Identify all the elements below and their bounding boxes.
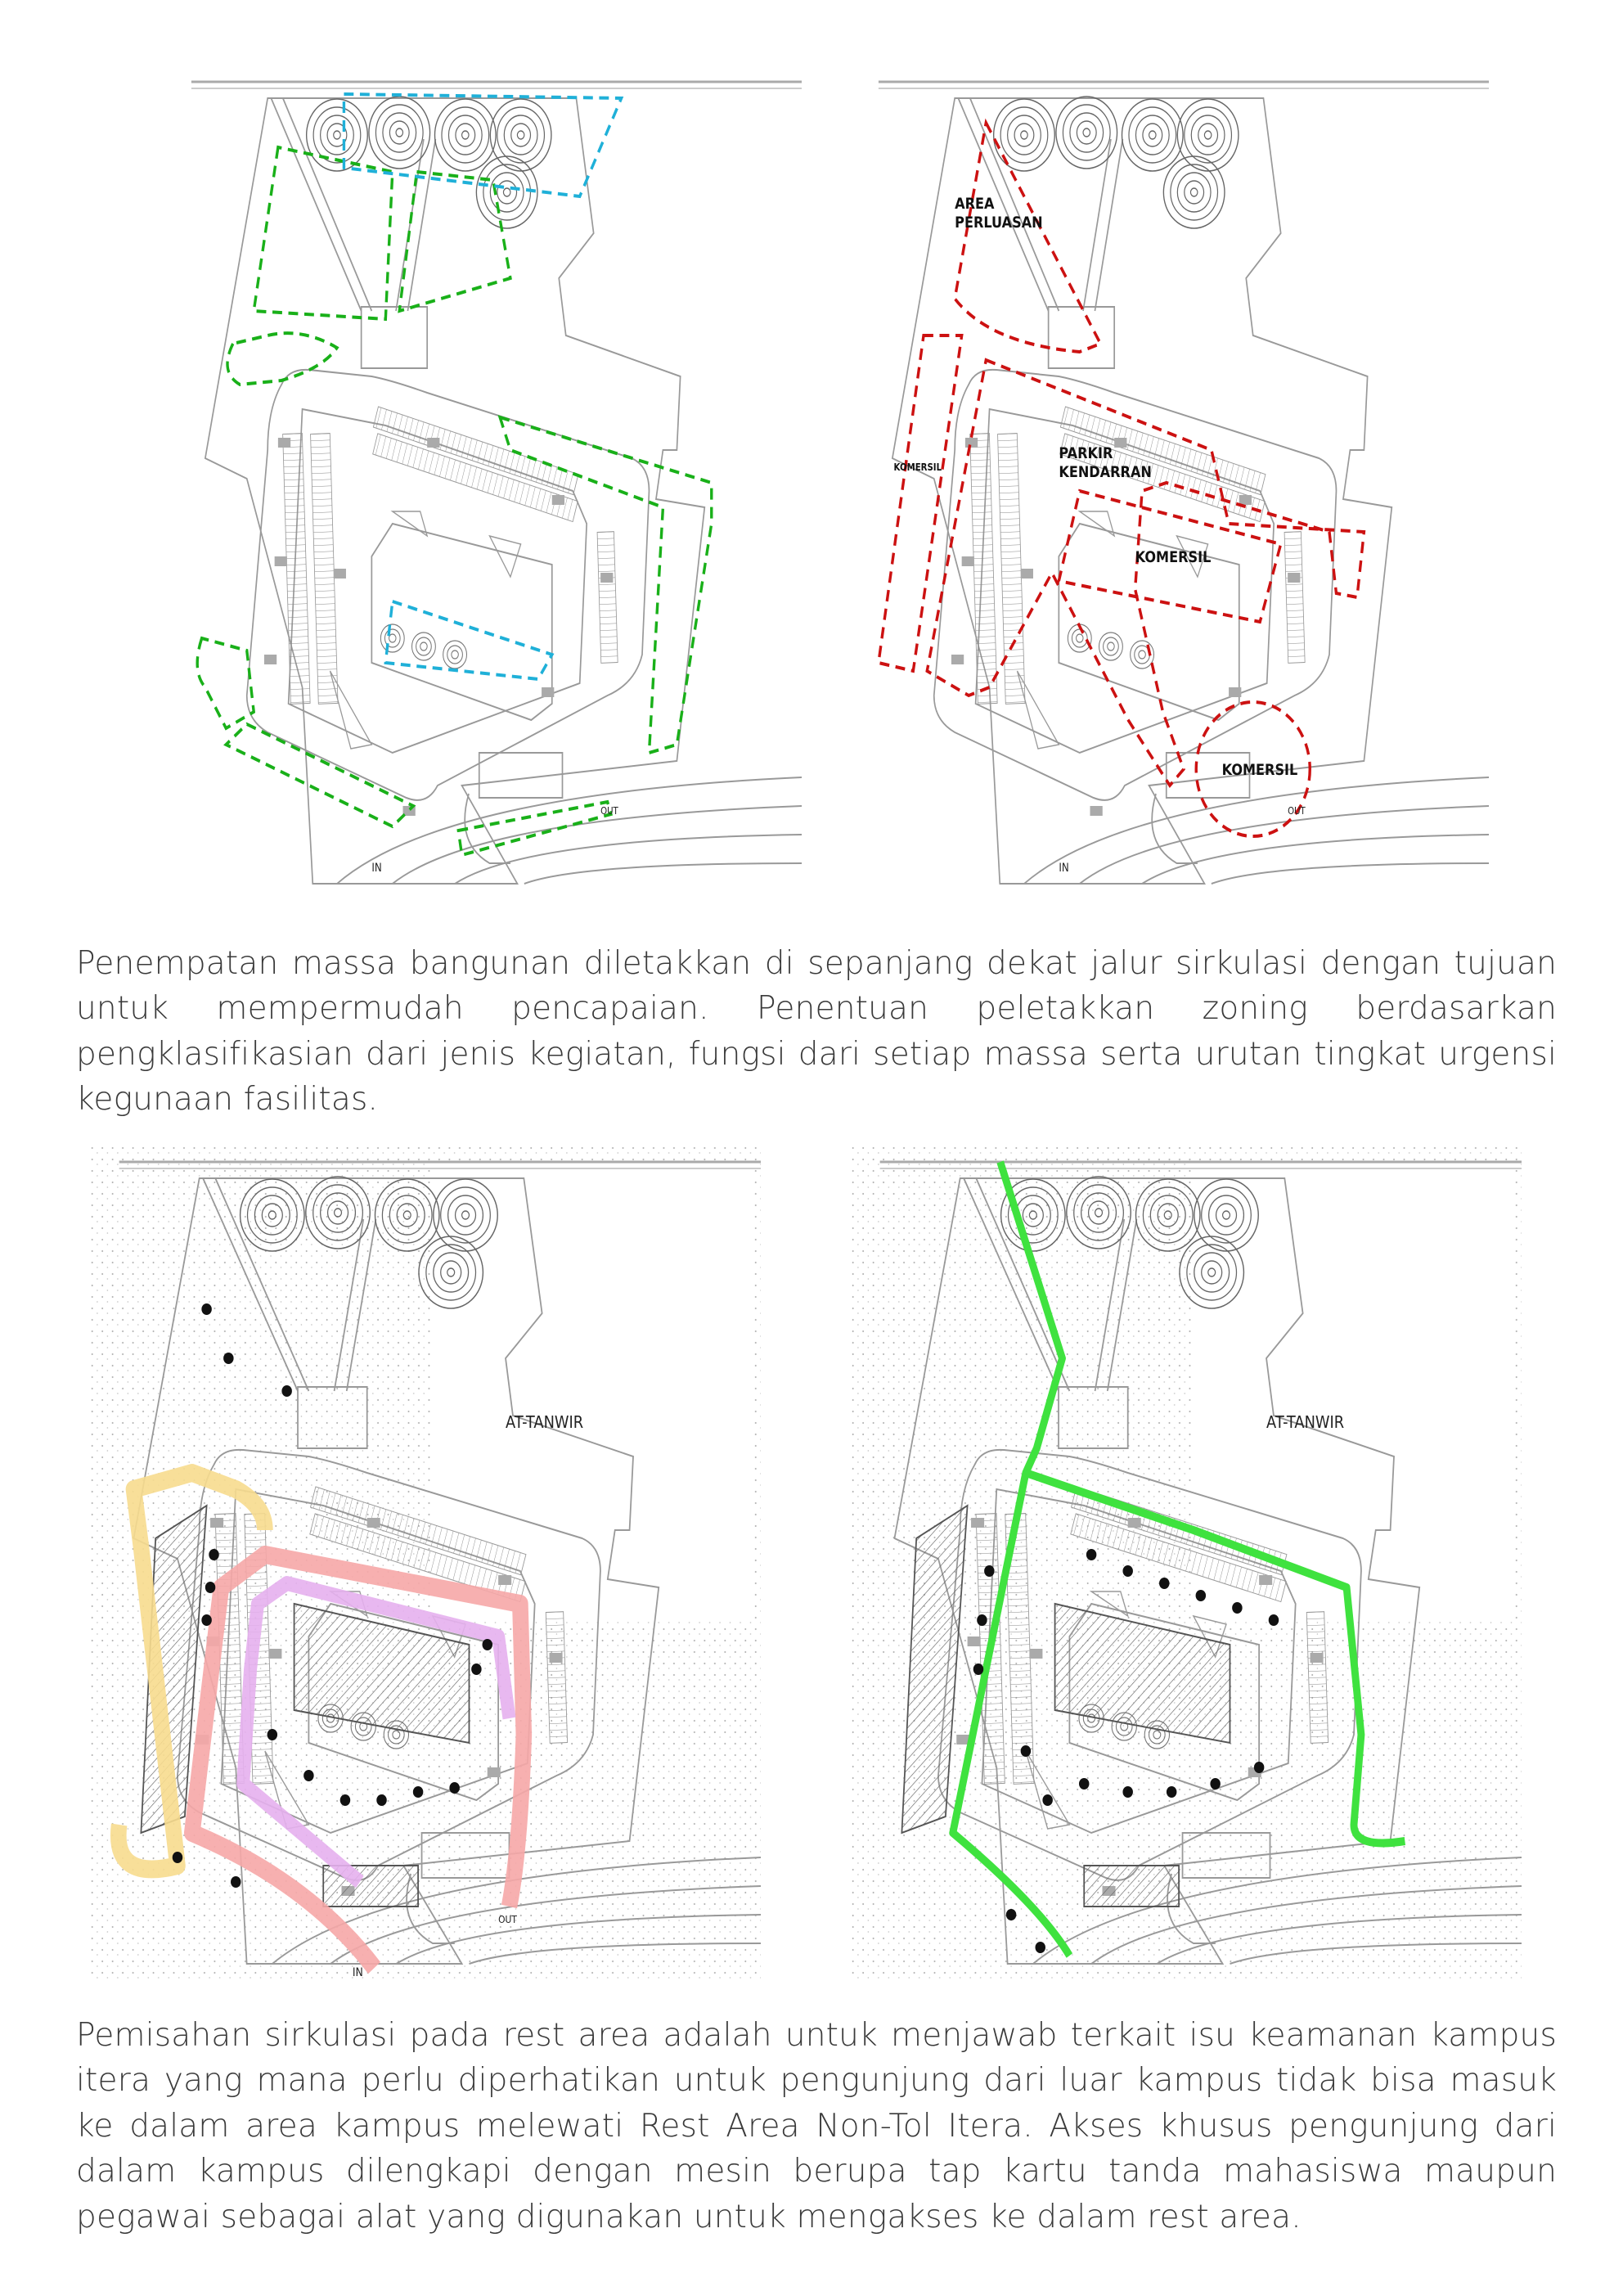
out-label: OUT bbox=[600, 805, 618, 817]
neighbor-label: AT-TANWIR bbox=[506, 1413, 584, 1433]
zoning-plan-green bbox=[164, 65, 802, 892]
svg-text:AREA PERLUASAN bbox=[955, 196, 1042, 232]
parkir-label-2: KENDARRAN bbox=[1059, 463, 1152, 482]
green-zone-south-strip bbox=[226, 724, 413, 826]
green-zone-left-field bbox=[254, 147, 393, 319]
komersil-block-south bbox=[1084, 1866, 1179, 1907]
circulation-plan-green bbox=[851, 1146, 1522, 1980]
in-label: IN bbox=[371, 862, 382, 876]
in-label: IN bbox=[352, 1966, 363, 1980]
green-zone-arc bbox=[227, 333, 337, 385]
zoning-plan-red bbox=[851, 65, 1489, 892]
parkir-label-1: PARKIR bbox=[1059, 444, 1113, 463]
out-label: OUT bbox=[498, 1913, 517, 1926]
circulation-description: Pemisahan sirkulasi pada rest area adalah untuk menjawab terkait isu keamanan kampus itera yang mana perlu diperhatikan untuk pengunjung dari luar kampus tidak bisa masuk ke dalam area kampus melewati Rest Area Non-Tol Itera. Akses khusus pengunjung dari dalam kampus dilengkapi dengan mesin berupa tap kartu tanda mahasiswa maupun pegawai sebagai alat yang digunakan untuk mengakses ke dalam rest area. bbox=[76, 2017, 1557, 2235]
green-zone-west-patch bbox=[197, 638, 254, 728]
circulation-plan-multi bbox=[90, 1146, 761, 1980]
out-label: OUT bbox=[1288, 805, 1306, 817]
neighbor-label: AT-TANWIR bbox=[1266, 1413, 1345, 1433]
komersil-left-label: KOMERSIL bbox=[893, 461, 942, 474]
komersil-centre-label: KOMERSIL bbox=[1135, 548, 1212, 567]
red-zone-komersil-left bbox=[879, 335, 962, 671]
komersil-circle-label: KOMERSIL bbox=[1221, 761, 1298, 780]
zoning-description: Penempatan massa bangunan diletakkan di sepanjang dekat jalur sirkulasi dengan tujuan untuk mempermudah pencapaian. Penentuan peletakkan zoning berdasarkan pengklasifikasian dari jenis kegiatan, fungsi dari setiap massa serta urutan tingkat urgensi kegunaan fasilitas. bbox=[76, 945, 1557, 1119]
green-zone-top-field bbox=[399, 172, 510, 311]
blue-zone-centre-trees bbox=[385, 601, 551, 679]
area-perluasan-label-2: PERLUASAN bbox=[955, 214, 1043, 232]
area-perluasan-label-1: AREA bbox=[955, 195, 995, 214]
in-label: IN bbox=[1059, 862, 1069, 876]
